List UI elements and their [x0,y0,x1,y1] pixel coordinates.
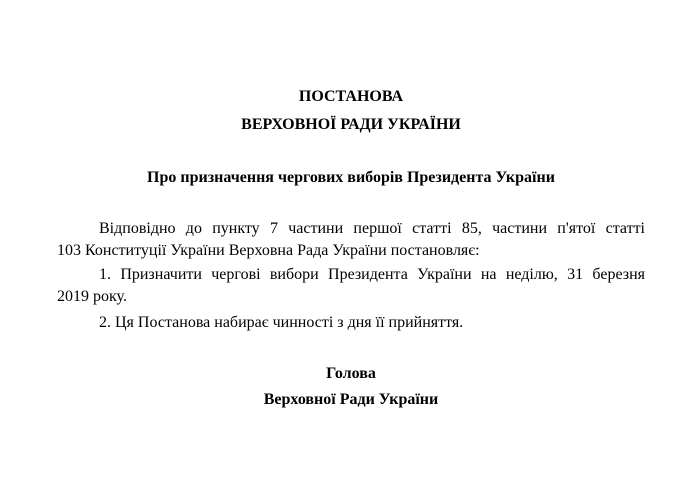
preamble-line: 103 Конституції України Верховна Рада України постановляє: [57,242,480,259]
preamble-line: Відповідно до пункту 7 частини першої статті 85, частини п'ятої статті [99,220,645,237]
document-title: ПОСТАНОВА [298,88,404,105]
document-subject: Про призначення чергових виборів Президента України [147,169,555,186]
signature-org: Верховної Ради України [263,391,439,408]
document-title-issuer: ВЕРХОВНОЇ РАДИ УКРАЇНИ [241,116,461,133]
item-2: 2. Ця Постанова набирає чинності з дня її прийняття. [99,314,464,331]
item-1-line: 2019 року. [57,288,127,305]
item-1-line: 1. Призначити чергові вибори Президента України на неділю, 31 березня [99,266,645,283]
signature-title: Голова [326,365,376,382]
